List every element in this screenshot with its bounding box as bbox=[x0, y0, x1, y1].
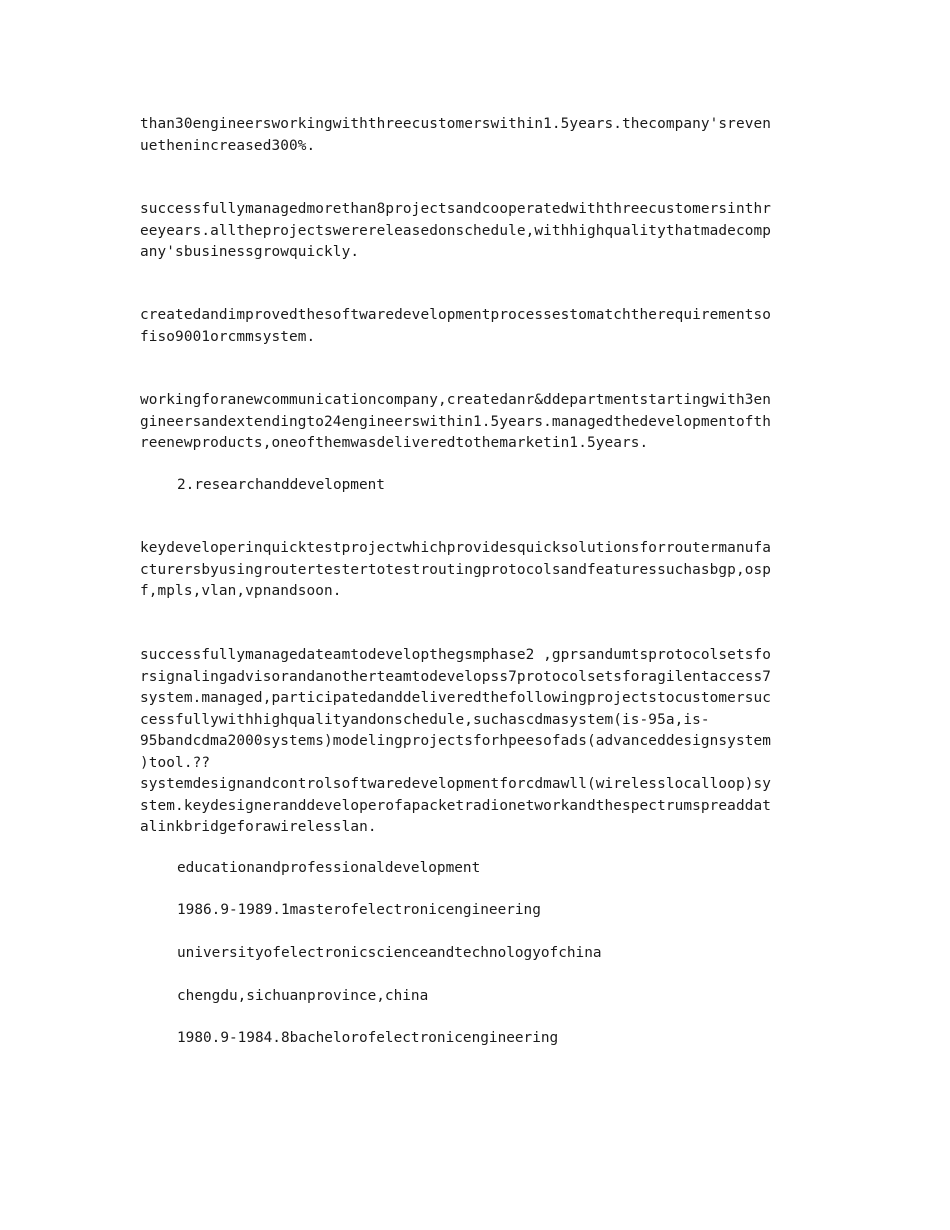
section-heading-education: educationandprofessionaldevelopment bbox=[177, 860, 481, 876]
paragraph-quicktest bbox=[140, 538, 812, 603]
text-line: cessfullywithhighqualityandonschedule,suchascdmasystem(is-95a,is- bbox=[140, 711, 710, 728]
master-degree-line: 1986.9-1989.1masterofelectronicengineering bbox=[177, 902, 541, 918]
paragraph-rd-department bbox=[140, 390, 812, 455]
bachelor-degree-line: 1980.9-1984.8bachelorofelectronicengineering bbox=[177, 1030, 559, 1046]
text-line: rsignalingadvisorandanotherteamtodevelopss7protocolsetsforagilentaccess7 bbox=[140, 668, 771, 685]
paragraph-process-improvement bbox=[140, 305, 812, 348]
text-line: successfullymanagedateamtodevelopthegsmphase2 ,gprsandumtsprotocolsetsfo bbox=[140, 647, 771, 663]
text-line: alinkbridgeforawirelesslan. bbox=[140, 819, 377, 835]
paragraph-managed-projects bbox=[140, 199, 812, 264]
university-line: universityofelectronicscienceandtechnologyofchina bbox=[177, 945, 602, 961]
text-line: gineersandextendingto24engineerswithin1.5years.managedthedevelopmentofth bbox=[140, 413, 771, 430]
text-line: than30engineersworkingwiththreecustomerswithin1.5years.thecompany'sreven bbox=[140, 116, 771, 132]
paragraph-gsm-team bbox=[140, 645, 812, 839]
text-line: systemdesignandcontrolsoftwaredevelopmentforcdmawll(wirelesslocalloop)sy bbox=[140, 776, 771, 792]
text-line: fiso9001orcmmsystem. bbox=[140, 328, 316, 345]
text-line: createdandimprovedthesoftwaredevelopmentprocessestomatchtherequirementso bbox=[140, 307, 771, 323]
text-line: system.managed,participatedanddeliveredthefollowingprojectstocustomersuc bbox=[140, 690, 771, 706]
text-line: uethenincreased300%. bbox=[140, 137, 316, 154]
text-line: f,mpls,vlan,vpnandsoon. bbox=[140, 583, 342, 599]
text-line: cturersbyusingroutertestertotestroutingprotocolsandfeaturessuchasbgp,osp bbox=[140, 561, 771, 578]
text-line: successfullymanagedmorethan8projectsandcooperatedwiththreecustomersinthr bbox=[140, 201, 771, 217]
text-line: )tool.?? bbox=[140, 754, 211, 771]
text-line: keydeveloperinquicktestprojectwhichprovidesquicksolutionsforroutermanufa bbox=[140, 540, 771, 556]
section-heading-research: 2.researchanddevelopment bbox=[177, 477, 385, 493]
text-line: workingforanewcommunicationcompany,createdanr&ddepartmentstartingwith3en bbox=[140, 392, 771, 408]
text-line: reenewproducts,oneofthemwasdeliveredtothemarketin1.5years. bbox=[140, 435, 649, 451]
paragraph-engineers-revenue bbox=[140, 114, 812, 157]
location-line: chengdu,sichuanprovince,china bbox=[177, 988, 429, 1004]
text-line: any'sbusinessgrowquickly. bbox=[140, 244, 360, 260]
text-line: eeyears.alltheprojectswerereleasedonschedule,withhighqualitythatmadecomp bbox=[140, 222, 771, 239]
text-line: stem.keydesigneranddeveloperofapacketradionetworkandthespectrumspreaddat bbox=[140, 797, 771, 814]
text-line: 95bandcdma2000systems)modelingprojectsforhpeesofads(advanceddesignsystem bbox=[140, 733, 771, 749]
